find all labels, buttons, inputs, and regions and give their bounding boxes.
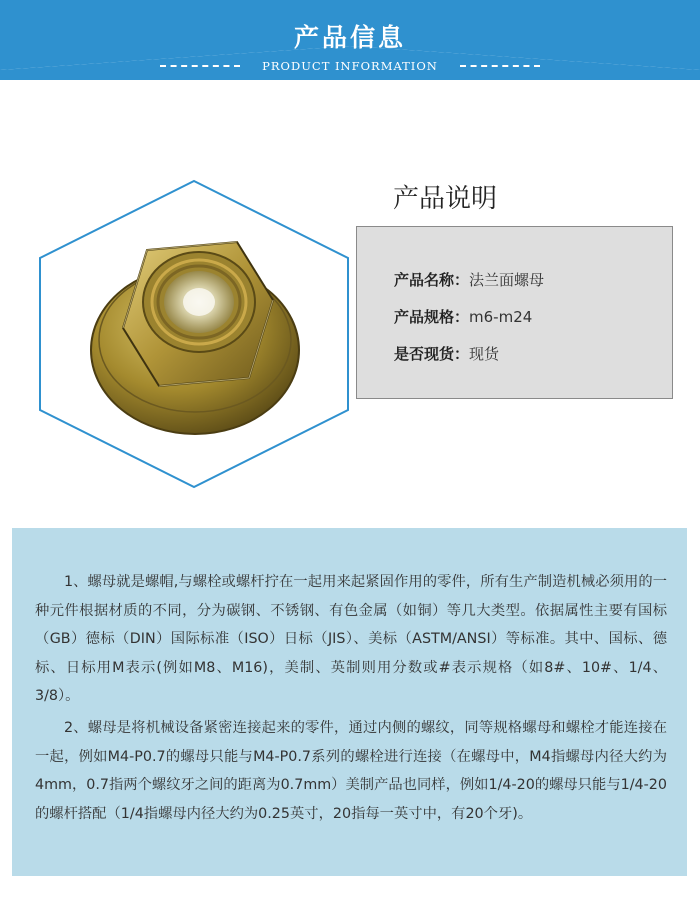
spec-key: 是否现货： [394, 345, 470, 363]
flange-nut-image [87, 220, 301, 438]
header-banner [0, 0, 700, 80]
intro-paragraph-1: 1、螺母就是螺帽,与螺栓或螺杆拧在一起用来起紧固作用的零件，所有生产制造机械必须用的一种元件根据材质的不同，分为碳钢、不锈钢、有色金属（如铜）等几大类型。依据属性主要有国标（GB）德标（DIN）国际标准（ISO）日标（JIS）、美标（ASTM/ANSI）等标准。其中、国标、德标、日标用M表示(例如M8、M16)，美制、英制则用分数或#表示规格（如8#、10#、1/4、3/8）。 [35, 574, 667, 704]
page-title: 产品信息 [293, 23, 406, 52]
page-subtitle: PRODUCT INFORMATION [262, 59, 438, 73]
spec-key: 产品名称： [394, 271, 470, 289]
spec-row-size [394, 306, 532, 327]
spec-row-name [394, 269, 544, 290]
intro-paragraph-2: 2、螺母是将机械设备紧密连接起来的零件，通过内侧的螺纹，同等规格螺母和螺栓才能连接在一起，例如M4-P0.7的螺母只能与M4-P0.7系列的螺栓进行连接（在螺母中，M4指螺母内径大约为4mm，0.7指两个螺纹牙之间的距离为0.7mm）美制产品也同样，例如1/4-20的螺母只能与1/4-20的螺杆搭配（1/4指螺母内径大约为0.25英寸，20指每一英寸中，有20个牙)。 [35, 720, 667, 822]
spec-value: 现货 [469, 345, 500, 363]
description-title: 产品说明 [393, 184, 498, 214]
spec-key: 产品规格： [394, 308, 470, 326]
spec-value: 法兰面螺母 [469, 271, 545, 289]
intro-panel [12, 528, 687, 876]
spec-box [356, 226, 673, 399]
spec-row-stock [394, 343, 499, 364]
spec-value: m6-m24 [469, 308, 533, 326]
